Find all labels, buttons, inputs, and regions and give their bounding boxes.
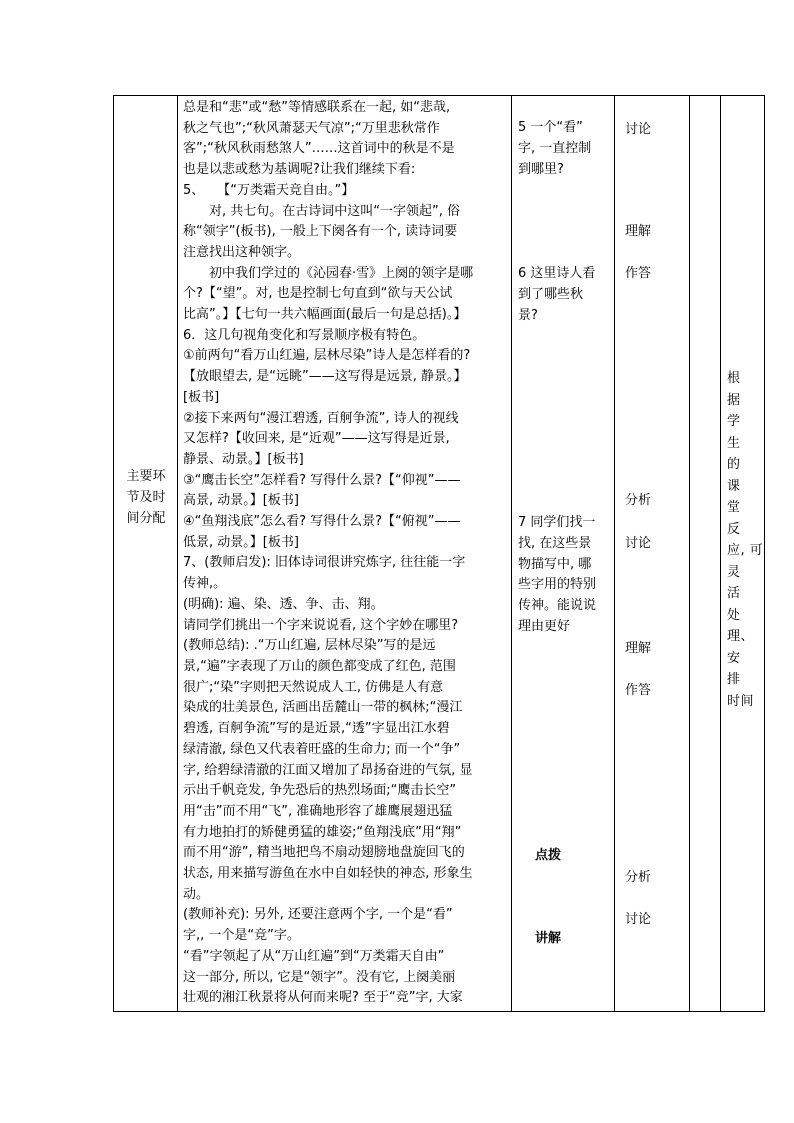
- note-line: 根 据: [727, 371, 755, 408]
- content-line: 注意找出这种领字。: [183, 244, 301, 260]
- content-line: 客”;“秋风秋雨愁煞人”……这首词中的秋是不是: [183, 141, 455, 157]
- content-line: 碧透, 百舸争流”写的是近景,“透”字显出江水碧: [183, 721, 450, 737]
- method-dianbo: 点拨: [535, 848, 562, 863]
- question-5: 5 一个“看” 字, 一直控制 到哪里?: [518, 120, 592, 177]
- note-line: 的 课: [727, 457, 755, 494]
- question-6: 6 这里诗人看 到了哪些秋 景?: [518, 266, 596, 323]
- section-label-line: 节及时: [126, 489, 166, 505]
- question-7: 7 同学们找一 找, 在这些景 物描写中, 哪 些字用的特别 传神。能说说 理由更好: [518, 515, 597, 634]
- content-line: 比高”。】【七句一共六幅画面(最后一句是总括)。】: [183, 307, 467, 323]
- section-label-line: 间分配: [126, 510, 166, 526]
- content-line: 示出千帆竞发, 争先恐后的热烈场面;“鹰击长空”: [183, 783, 457, 799]
- content-line: 而不用“游”, 精当地把鸟不扇动翅膀地盘旋回飞的: [183, 845, 465, 861]
- content-line: ②接下来两句“漫江碧透, 百舸争流”, 诗人的视线: [183, 410, 459, 426]
- content-line: 请同学们挑出一个字来说说看, 这个字妙在哪里?: [183, 617, 459, 633]
- column-divider: [511, 95, 512, 1012]
- content-line: 初中我们学过的《沁园春·雪》上阕的领字是哪: [183, 265, 474, 281]
- activity-label: 分析: [625, 870, 652, 885]
- content-line: 称“领字”(板书), 一般上下阕各有一个, 读诗词要: [183, 224, 458, 240]
- notes-cell: [727, 368, 767, 712]
- content-line: 高景, 动景。】[板书]: [183, 493, 299, 509]
- content-line: 个?【“望”。对, 也是控制七句直到“欲与天公试: [183, 286, 453, 302]
- content-line: 静景、动景。】[板书]: [183, 451, 304, 467]
- activity-label: 分析: [625, 493, 652, 508]
- column-divider: [689, 95, 690, 1012]
- content-line: 有力地拍打的矫健勇猛的雄姿;“鱼翔浅底”用“翔”: [183, 824, 462, 840]
- note-line: 安 排: [727, 650, 755, 687]
- content-line: 绿清澈, 绿色又代表着旺盛的生命力; 而一个“争”: [183, 741, 461, 757]
- content-line: 又怎样?【收回来, 是“近观”——这写得是近景,: [183, 431, 450, 447]
- content-line: 【放眼望去, 是“远眺”——这写得是远景, 静景。】: [183, 369, 467, 385]
- teaching-content-cell: [183, 98, 510, 1009]
- content-line: 也是以悲或愁为基调呢?让我们继续下看:: [183, 162, 416, 178]
- note-line: 时间: [727, 693, 755, 709]
- content-line: 秋之气也”;“秋风萧瑟天气凉”;“万里悲秋常作: [183, 120, 440, 136]
- note-line: 灵 活: [727, 564, 755, 601]
- content-line: 字, 给碧绿清澈的江面又增加了昂扬奋进的气氛, 显: [183, 762, 473, 778]
- content-line: [板书]: [183, 389, 220, 405]
- content-line: 很广;“染”字则把天然说成人工, 仿佛是人有意: [183, 679, 444, 695]
- note-line: 学 生: [727, 414, 755, 451]
- content-line: 6．这几句视角变化和写景顺序极有特色。: [183, 327, 426, 343]
- column-divider: [614, 95, 615, 1012]
- content-line: 字,, 一个是“竞”字。: [183, 928, 300, 944]
- content-line: 低景, 动景。】[板书]: [183, 534, 299, 550]
- content-line: 染成的壮美景色, 活画出岳麓山一带的枫林;“漫江: [183, 700, 463, 716]
- content-line: 用“击”而不用“飞”, 准确地形容了雄鹰展翅迅猛: [183, 803, 453, 819]
- content-line: ③“鹰击长空”怎样看? 写得什么景?【“仰视”——: [183, 472, 461, 488]
- content-line: 对, 共七句。在古诗词中这叫“一字领起”, 俗: [183, 203, 460, 219]
- activity-label: 理解: [625, 224, 652, 239]
- content-line: 景,“遍”字表现了万山的颜色都变成了红色, 范围: [183, 658, 456, 674]
- activity-label: 讨论: [625, 536, 652, 551]
- content-line: 5、 【“万类霜天竞自由。”】: [183, 182, 355, 198]
- content-line: (教师补充): 另外, 还要注意两个字, 一个是“看”: [183, 907, 453, 923]
- content-line: (明确): 遍、染、透、争、击、翔。: [183, 596, 384, 612]
- content-line: 总是和“悲”或“愁”等情感联系在一起, 如“悲哉,: [183, 100, 451, 115]
- section-label-cell: [120, 467, 172, 529]
- column-divider: [720, 95, 721, 1012]
- activity-label: 作答: [625, 266, 652, 281]
- content-line: 这一部分, 所以, 它是“领字”。没有它, 上阕美丽: [183, 969, 456, 985]
- content-line: (教师总结): .“万山红遍, 层林尽染”写的是远: [183, 638, 436, 654]
- content-line: 传神,。: [183, 576, 227, 592]
- content-line: ④“鱼翔浅底”怎么看? 写得什么景?【“俯视”——: [183, 514, 461, 530]
- note-line: 堂 反: [727, 500, 755, 537]
- content-line: “看”字领起了从“万山红遍”到“万类霜天自由”: [183, 948, 445, 964]
- content-line: 壮观的湘江秋景将从何而来呢? 至于“竞”字, 大家: [183, 990, 463, 1006]
- activity-label: 讨论: [625, 912, 652, 927]
- method-jiangjie: 讲解: [535, 931, 562, 946]
- content-line: 7、(教师启发): 旧体诗词很讲究炼字, 往往能一字: [183, 555, 466, 571]
- column-divider: [177, 95, 178, 1012]
- note-line: 处理、: [727, 607, 755, 644]
- note-line: 应, 可: [727, 543, 764, 558]
- activity-label: 理解: [625, 641, 652, 656]
- content-line: ①前两句“看万山红遍, 层林尽染”诗人是怎样看的?: [183, 348, 471, 364]
- content-line: 动。: [183, 886, 210, 902]
- content-line: 状态, 用来描写游鱼在水中自如轻快的神态, 形象生: [183, 866, 473, 882]
- activity-label: 讨论: [625, 122, 652, 137]
- section-label-line: 主要环: [126, 469, 166, 484]
- activity-label: 作答: [625, 683, 652, 698]
